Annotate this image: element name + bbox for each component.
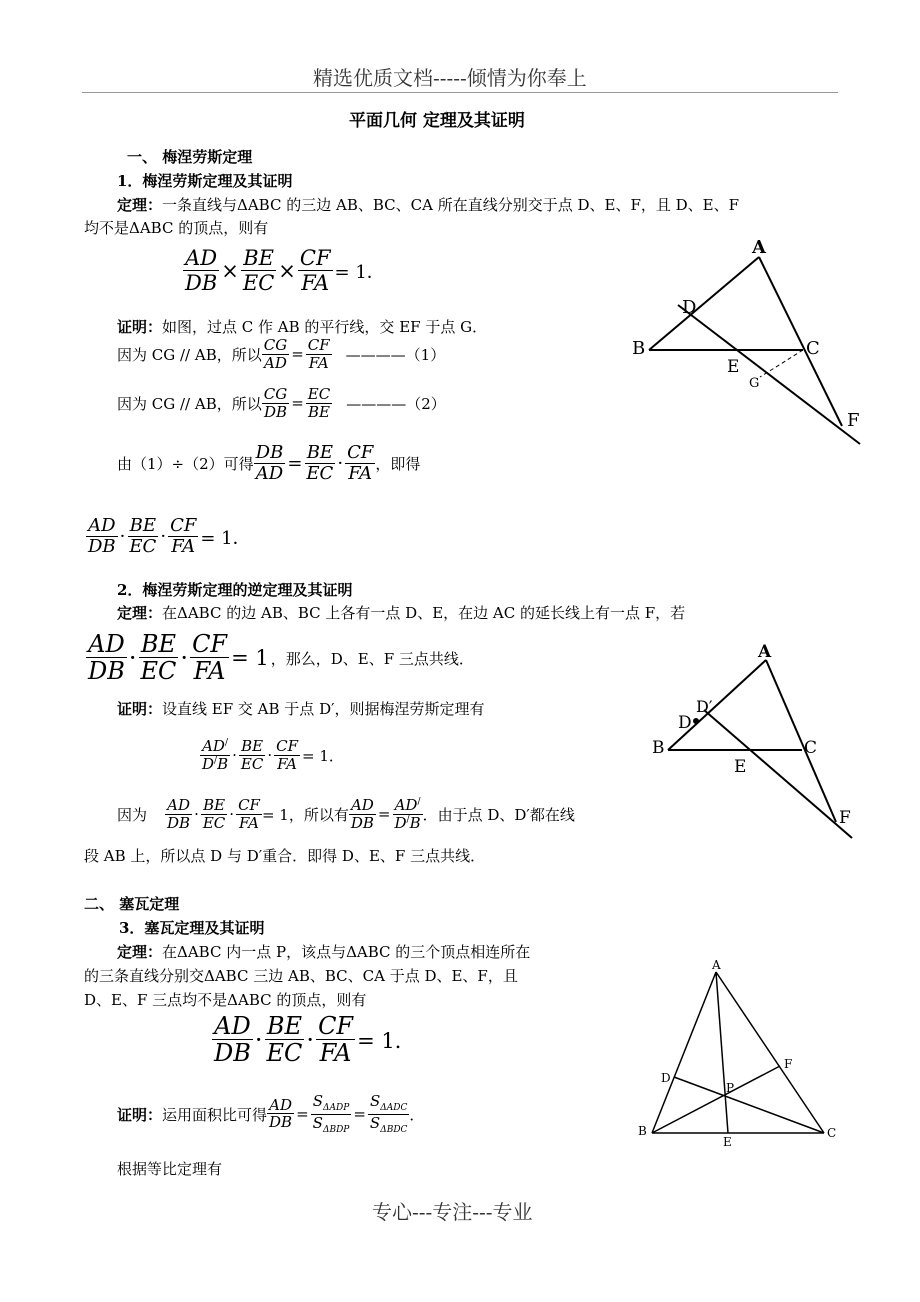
step-text: 由（1）÷（2）可得 bbox=[117, 455, 254, 474]
since-line: 因为 $\frac{AD}{DB}$ · $\frac{BE}{EC}$ · $\frac{CF}{FA}$ = 1，所以有 $\frac{AD}{DB}$ = $\frac{AD^/}{D^/B}$ ．由于点 D、D′都在线 bbox=[117, 796, 575, 832]
label-e: E bbox=[723, 1135, 732, 1149]
label-d: D bbox=[661, 1071, 671, 1085]
label-a: A bbox=[758, 642, 772, 662]
frac-ad-db: $\frac{AD}{DB}$ bbox=[88, 630, 125, 686]
menelaus-figure-1 bbox=[620, 230, 870, 450]
proof-text: 运用面积比可得 bbox=[162, 1105, 268, 1124]
label-p: P bbox=[726, 1081, 735, 1095]
ceva-figure bbox=[630, 955, 845, 1155]
page-header: 精选优质文档-----倾情为你奉上 bbox=[313, 66, 587, 90]
tag-2: ————（2） bbox=[346, 394, 446, 413]
proof-1-step-2: 因为 CG // AB，所以 $\frac{CG}{DB}$ = $\frac{EC}{BE}$ ————（2） bbox=[117, 385, 446, 421]
ceva-next-line: 根据等比定理有 bbox=[117, 1160, 223, 1178]
frac-cf-fa: $\frac{CF}{FA}$ bbox=[347, 442, 374, 484]
label-b: B bbox=[638, 1124, 647, 1138]
page-footer: 专心---专注---专业 bbox=[372, 1200, 533, 1224]
equals-one: = 1． bbox=[200, 527, 251, 549]
proof-1-step-1: 因为 CG // AB，所以 $\frac{CG}{AD}$ = $\frac{CF}{FA}$ ————（1） bbox=[117, 336, 446, 372]
header-rule bbox=[82, 92, 838, 93]
frac-ad-db: $\frac{AD}{DB}$ bbox=[167, 796, 191, 832]
frac-ad-db: $\frac{AD}{DB}$ bbox=[350, 796, 374, 832]
ceva-theorem-line-1 bbox=[117, 941, 530, 962]
subsection-2-heading: 2．梅涅劳斯定理的逆定理及其证明 bbox=[117, 581, 353, 599]
frac-ad-db: $\frac{AD}{DB}$ bbox=[214, 1012, 251, 1068]
frac-adp-dpb: $\frac{AD^/}{D^/B}$ bbox=[394, 796, 421, 832]
step-text: 因为 CG // AB，所以 bbox=[117, 345, 262, 364]
proof-label: 证明： bbox=[117, 700, 163, 718]
converse-formula: $\frac{AD}{DB}$ · $\frac{BE}{EC}$ · $\frac{CF}{FA}$ = 1 ，那么，D、E、F 三点共线． bbox=[88, 630, 474, 686]
label-e: E bbox=[734, 757, 747, 777]
frac-s-adp-s-bdp: $\frac{S_{\Delta ADP}}{S_{\Delta BDP}}$ bbox=[312, 1092, 350, 1135]
parallel-cg bbox=[760, 350, 803, 377]
label-g: G bbox=[749, 376, 760, 391]
frac-cf-fa: $\frac{CF}{FA}$ bbox=[238, 796, 260, 832]
ceva-theorem-line-3: D、E、F 三点均不是ΔABC 的顶点，则有 bbox=[84, 991, 367, 1009]
frac-adp-dpb: $\frac{AD^/}{D^/B}$ bbox=[202, 737, 229, 773]
label-b: B bbox=[632, 338, 646, 359]
side-ca-extended bbox=[766, 660, 836, 822]
frac-cf-fa: $\frac{CF}{FA}$ bbox=[276, 737, 298, 773]
ceva-theorem-line-2: 的三条直线分别交ΔABC 三边 AB、BC、CA 于点 D、E、F，且 bbox=[84, 967, 518, 985]
theorem-label: 定理： bbox=[117, 196, 163, 214]
label-f: F bbox=[784, 1057, 793, 1071]
converse-proof-line bbox=[117, 698, 485, 719]
side-ab bbox=[652, 972, 716, 1133]
label-d: D bbox=[678, 713, 692, 733]
theorem-1-line-1 bbox=[117, 194, 739, 215]
frac-cg-ad: $\frac{CG}{AD}$ bbox=[263, 336, 288, 372]
frac-ad-db: $\frac{AD}{DB}$ bbox=[269, 1095, 293, 1132]
frac-be-ec: $\frac{BE}{EC}$ bbox=[129, 515, 157, 557]
equals-one: = 1． bbox=[302, 746, 344, 765]
frac-cf-fa: $\frac{CF}{FA}$ bbox=[299, 246, 331, 296]
frac-be-ec: $\frac{BE}{EC}$ bbox=[240, 737, 264, 773]
since-eq-text: = 1，所以有 bbox=[261, 805, 349, 824]
frac-be-ec: $\frac{BE}{EC}$ bbox=[306, 442, 334, 484]
times-sign: × bbox=[278, 259, 296, 284]
side-ca bbox=[716, 972, 824, 1133]
frac-cg-db: $\frac{CG}{DB}$ bbox=[263, 385, 288, 421]
point-d bbox=[693, 718, 699, 724]
proof-1-step-3: 由（1）÷（2）可得 $\frac{DB}{AD}$ = $\frac{BE}{EC}$ · $\frac{CF}{FA}$ ，即得 bbox=[117, 442, 421, 484]
frac-cf-fa: $\frac{CF}{FA}$ bbox=[318, 1012, 354, 1068]
frac-be-ec: $\frac{BE}{EC}$ bbox=[140, 630, 177, 686]
side-ab bbox=[668, 660, 766, 750]
frac-db-ad: $\frac{DB}{AD}$ bbox=[255, 442, 284, 484]
label-c: C bbox=[827, 1126, 837, 1140]
frac-be-ec: $\frac{BE}{EC}$ bbox=[202, 796, 226, 832]
cevian-bf bbox=[652, 1066, 780, 1133]
equals-one: = 1． bbox=[334, 262, 385, 284]
frac-cf-fa: $\frac{CF}{FA}$ bbox=[307, 336, 330, 372]
proof-text: 如图，过点 C 作 AB 的平行线，交 EF 于点 G． bbox=[162, 318, 488, 336]
label-b: B bbox=[652, 738, 665, 758]
section-2-heading: 二、 塞瓦定理 bbox=[84, 895, 180, 913]
times-sign: × bbox=[221, 259, 239, 284]
proof-label: 证明： bbox=[117, 318, 163, 336]
theorem-label: 定理： bbox=[117, 604, 163, 622]
label-d: D bbox=[682, 297, 697, 318]
theorem-1-line-2: 均不是ΔABC 的顶点，则有 bbox=[84, 219, 269, 237]
ceva-formula: $\frac{AD}{DB}$ · $\frac{BE}{EC}$ · $\frac{CF}{FA}$ = 1． bbox=[214, 1012, 416, 1068]
converse-conclusion: 段 AB 上，所以点 D 与 D′重合．即得 D、E、F 三点共线． bbox=[84, 847, 486, 865]
then-text: ，那么，D、E、F 三点共线． bbox=[270, 649, 474, 668]
subsection-1-heading: 1．梅涅劳斯定理及其证明 bbox=[117, 172, 293, 190]
frac-ad-db: $\frac{AD}{DB}$ bbox=[185, 246, 218, 296]
frac-cf-fa: $\frac{CF}{FA}$ bbox=[170, 515, 197, 557]
transversal-line bbox=[704, 710, 852, 838]
proof-text: 设直线 EF 交 AB 于点 D′，则据梅涅劳斯定理有 bbox=[162, 700, 485, 718]
converse-formula-2: $\frac{AD^/}{D^/B}$ · $\frac{BE}{EC}$ · $\frac{CF}{FA}$ = 1． bbox=[202, 737, 344, 773]
frac-s-adc-s-bdc: $\frac{S_{\Delta ADC}}{S_{\Delta BDC}}$ bbox=[369, 1092, 408, 1135]
frac-cf-fa: $\frac{CF}{FA}$ bbox=[192, 630, 228, 686]
page-title: 平面几何 定理及其证明 bbox=[349, 111, 525, 131]
proof-1-line bbox=[117, 316, 487, 337]
ceva-proof-line: 证明： 运用面积比可得 $\frac{AD}{DB}$ = $\frac{S_{\Delta ADP}}{S_{\Delta BDP}}$ = $\frac{S_{\Delta ADC}}{S_{\Delta BDC}}$ ． bbox=[117, 1092, 425, 1135]
label-d-prime: D′ bbox=[696, 697, 713, 716]
hence-text: ，即得 bbox=[375, 455, 421, 474]
theorem-label: 定理： bbox=[117, 943, 163, 961]
theorem-text: 在ΔABC 内一点 P，该点与ΔABC 的三个顶点相连所在 bbox=[162, 943, 531, 961]
subsection-3-heading: 3．塞瓦定理及其证明 bbox=[119, 919, 265, 937]
final-formula-1: $\frac{AD}{DB}$ · $\frac{BE}{EC}$ · $\frac{CF}{FA}$ = 1． bbox=[88, 515, 251, 557]
since-tail-text: ．由于点 D、D′都在线 bbox=[422, 805, 575, 824]
theorem-text: 在ΔABC 的边 AB、BC 上各有一点 D、E，在边 AC 的延长线上有一点 F，若 bbox=[162, 604, 686, 622]
converse-theorem-line bbox=[117, 602, 685, 623]
label-f: F bbox=[839, 808, 851, 828]
frac-be-ec: $\frac{BE}{EC}$ bbox=[266, 1012, 303, 1068]
frac-ec-be: $\frac{EC}{BE}$ bbox=[307, 385, 331, 421]
since-text: 因为 bbox=[117, 805, 148, 824]
menelaus-figure-2 bbox=[640, 640, 860, 850]
label-c: C bbox=[804, 738, 818, 758]
cevian-cd bbox=[674, 1077, 824, 1133]
label-a: A bbox=[712, 958, 721, 972]
label-e: E bbox=[727, 357, 740, 377]
frac-be-ec: $\frac{BE}{EC}$ bbox=[242, 246, 275, 296]
step-text: 因为 CG // AB，所以 bbox=[117, 394, 262, 413]
tag-1: ————（1） bbox=[345, 345, 446, 364]
side-ab bbox=[649, 257, 759, 350]
label-a: A bbox=[752, 237, 766, 258]
frac-ad-db: $\frac{AD}{DB}$ bbox=[88, 515, 116, 557]
label-f: F bbox=[847, 410, 860, 431]
equals-one: = 1 bbox=[231, 646, 269, 671]
section-1-heading: 一、 梅涅劳斯定理 bbox=[127, 148, 253, 166]
menelaus-formula bbox=[183, 247, 387, 295]
label-c: C bbox=[806, 338, 820, 359]
transversal-line bbox=[678, 305, 860, 444]
period: ． bbox=[409, 1105, 425, 1124]
equals-one: = 1． bbox=[357, 1029, 416, 1054]
proof-label: 证明： bbox=[117, 1105, 163, 1124]
theorem-text: 一条直线与ΔABC 的三边 AB、BC、CA 所在直线分别交于点 D、E、F，且 D、E、F bbox=[162, 196, 740, 214]
cevian-ae bbox=[716, 972, 728, 1133]
side-ca-extended bbox=[759, 257, 842, 426]
